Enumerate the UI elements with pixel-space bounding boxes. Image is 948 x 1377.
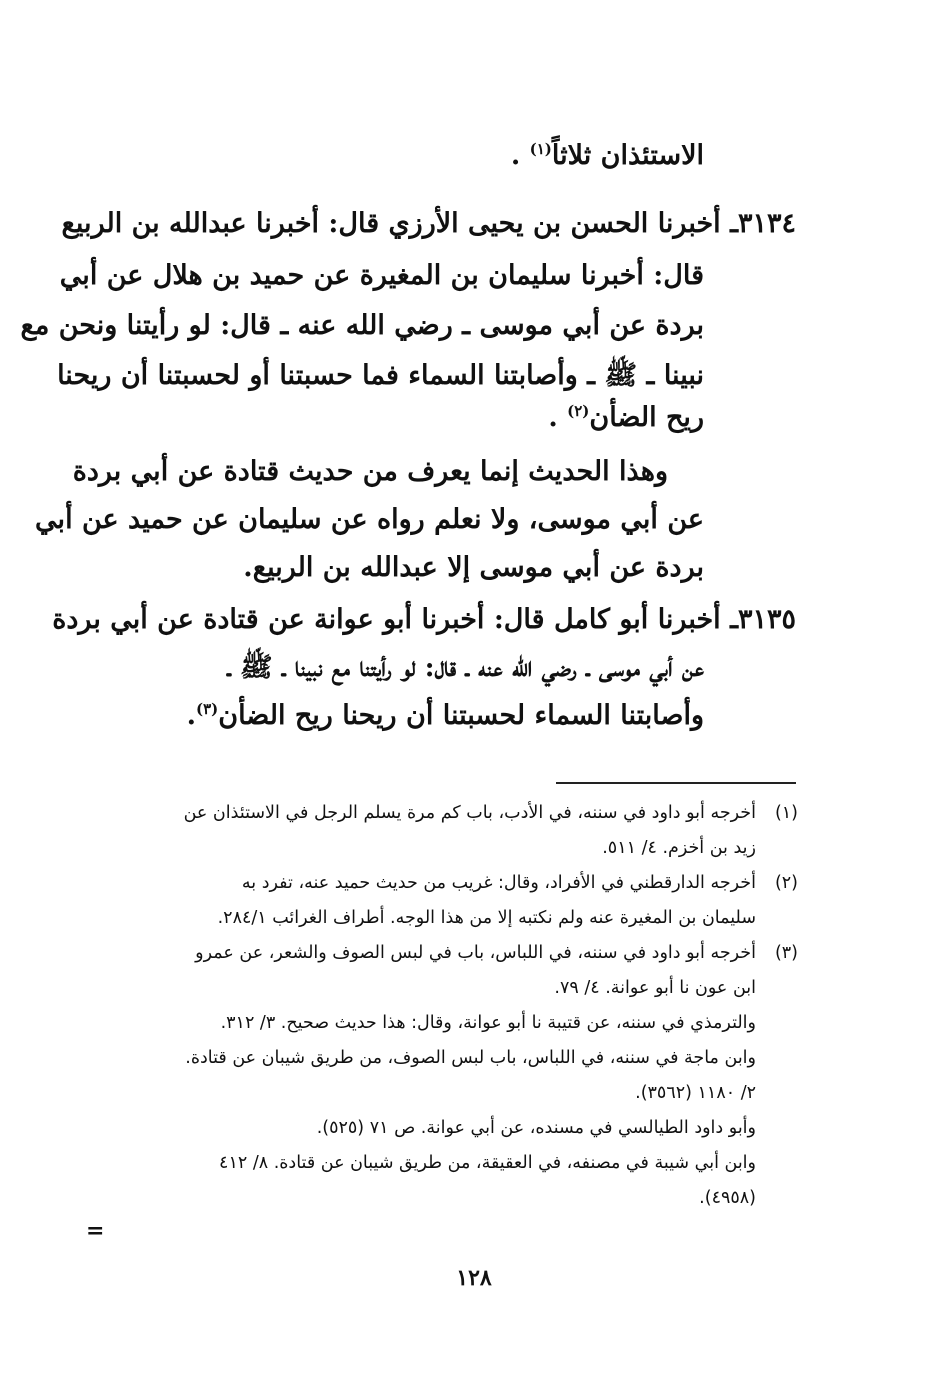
footnote-3-cont bbox=[98, 1113, 798, 1144]
footnote-number: (٢) bbox=[774, 873, 798, 893]
footnote-text: سليمان بن المغيرة عنه ولم نكتبه إلا من هذا الوجه. أطراف الغرائب ٢٨٤/١. bbox=[217, 908, 756, 928]
footnote-1 bbox=[98, 798, 798, 829]
footnote-number: (٣) bbox=[774, 943, 798, 963]
footnote-text: أخرجه الدارقطني في الأفراد، وقال: غريب من حديث حميد عنه، تفرد به bbox=[241, 873, 756, 893]
footnote-separator bbox=[556, 782, 796, 784]
commentary-line-2 bbox=[35, 494, 704, 546]
hadith-number: ٣١٣٥ bbox=[737, 604, 796, 635]
continuation-mark: = bbox=[86, 1218, 105, 1244]
hadith-text: قال: أخبرنا سليمان بن المغيرة عن حميد بن هلال عن أبي bbox=[59, 260, 704, 291]
hadith-3135-line-1 bbox=[52, 594, 796, 646]
top-line-text: الاستئذان ثلاثاً bbox=[551, 140, 704, 171]
hadith-text: عن أبي موسى ـ رضي الله عنه ـ قال: لو رأيتنا مع نبينا ـ ﷺ ـ bbox=[227, 652, 704, 683]
footnote-text: وأبو داود الطيالسي في مسنده، عن أبي عوانة. ص ٧١ (٥٢٥). bbox=[316, 1118, 756, 1138]
commentary-text: وهذا الحديث إنما يعرف من حديث قتادة عن أبي بردة bbox=[72, 456, 668, 487]
line-end: . bbox=[186, 700, 196, 731]
commentary-line-3 bbox=[144, 542, 704, 594]
footnote-1-cont bbox=[98, 833, 798, 864]
commentary-text: بردة عن أبي موسى إلا عبدالله بن الربيع. bbox=[243, 552, 704, 583]
hadith-text: ـ أخبرنا الحسن بن يحيى الأرزي قال: أخبرنا عبدالله بن الربيع bbox=[61, 208, 738, 239]
footnote-3-cont bbox=[98, 1183, 798, 1214]
hadith-3134-line-5 bbox=[144, 392, 704, 444]
page-number: ١٢٨ bbox=[456, 1265, 492, 1291]
hadith-text: نبينا ـ ﷺ ـ وأصابتنا السماء فما حسبتنا أو لحسبتنا أن ريحنا bbox=[57, 360, 704, 391]
footnote-ref-1: (١) bbox=[529, 140, 552, 158]
footnotes bbox=[98, 798, 798, 1218]
footnote-ref-3: (٣) bbox=[195, 700, 219, 718]
footnote-text: ابن عون نا أبو عوانة. ٤/ ٧٩. bbox=[554, 978, 756, 998]
line-end: . bbox=[548, 402, 558, 433]
hadith-3134-line-3 bbox=[20, 300, 704, 352]
footnote-text: وابن أبي شيبة في مصنفه، في العقيقة، من طريق شيبان عن قتادة. ٨/ ٤١٢ bbox=[219, 1153, 756, 1173]
hadith-3135-line-3 bbox=[144, 690, 704, 742]
footnote-text: أخرجه أبو داود في سننه، في اللباس، باب في لبس الصوف والشعر، عن عمرو bbox=[195, 943, 756, 963]
footnote-3-cont bbox=[98, 1043, 798, 1074]
footnote-2 bbox=[98, 868, 798, 899]
footnote-3 bbox=[98, 938, 798, 969]
commentary-text: عن أبي موسى، ولا نعلم رواه عن سليمان عن حميد عن أبي bbox=[35, 504, 704, 535]
footnote-text: (٤٩٥٨). bbox=[699, 1188, 756, 1208]
footnote-number: (١) bbox=[774, 803, 798, 823]
footnote-3-cont bbox=[98, 1148, 798, 1179]
footnote-3-cont bbox=[98, 1008, 798, 1039]
footnote-ref-2: (٢) bbox=[567, 402, 590, 420]
hadith-number: ٣١٣٤ bbox=[737, 208, 796, 239]
footnote-text: ٢/ ١١٨٠ (٣٥٦٢). bbox=[635, 1083, 756, 1103]
top-line-end: . bbox=[510, 140, 521, 171]
hadith-text: ـ أخبرنا أبو كامل قال: أخبرنا أبو عوانة عن قتادة عن أبي بردة bbox=[52, 604, 738, 635]
footnote-3-cont bbox=[98, 973, 798, 1004]
footnote-text: وابن ماجة في سننه، في اللباس، باب لبس الصوف، من طريق شيبان عن قتادة. bbox=[185, 1048, 756, 1068]
footnote-text: أخرجه أبو داود في سننه، في الأدب، باب كم مرة يسلم الرجل في الاستئذان عن bbox=[183, 803, 756, 823]
hadith-3134-line-1 bbox=[61, 198, 796, 250]
hadith-3135-line-2 bbox=[144, 642, 704, 694]
commentary-line-1 bbox=[72, 446, 668, 498]
hadith-3134-line-2 bbox=[59, 250, 704, 302]
hadith-text: بردة عن أبي موسى ـ رضي الله عنه ـ قال: لو رأيتنا ونحن مع bbox=[20, 310, 704, 341]
footnote-3-cont bbox=[98, 1078, 798, 1109]
footnote-2-cont bbox=[98, 903, 798, 934]
top-line bbox=[244, 130, 704, 182]
footnote-text: والترمذي في سننه، عن قتيبة نا أبو عوانة، وقال: هذا حديث صحيح. ٣/ ٣١٢. bbox=[220, 1013, 756, 1033]
hadith-text: وأصابتنا السماء لحسبتنا أن ريحنا ريح الضأن bbox=[218, 700, 704, 731]
footnote-text: زيد بن أخزم. ٤/ ٥١١. bbox=[602, 838, 756, 858]
hadith-text: ريح الضأن bbox=[589, 402, 704, 433]
